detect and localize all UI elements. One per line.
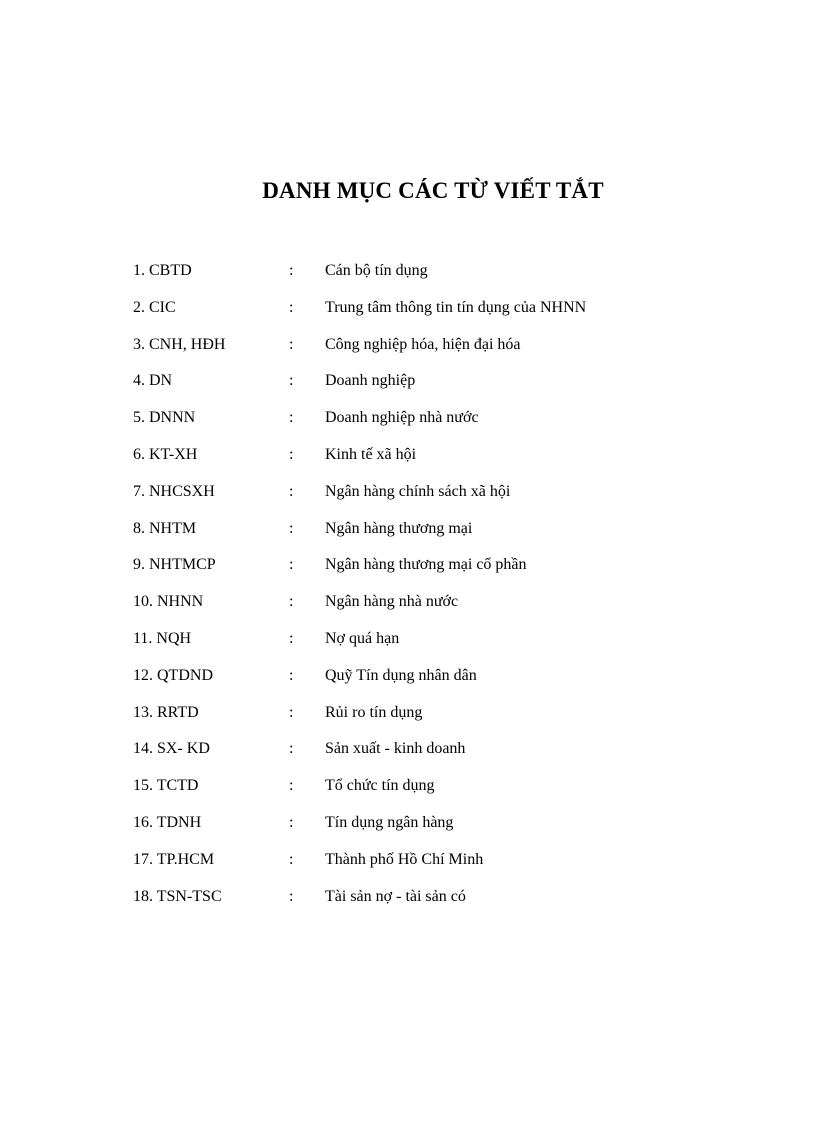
abbreviation-term: 3. CNH, HĐH	[133, 335, 226, 353]
separator-colon: :	[289, 666, 294, 684]
abbreviation-definition: Rủi ro tín dụng	[325, 703, 423, 721]
abbreviation-definition: Quỹ Tín dụng nhân dân	[325, 666, 477, 684]
abbreviation-term: 4. DN	[133, 372, 173, 390]
list-item	[133, 737, 753, 774]
list-item	[133, 811, 753, 848]
abbreviation-term: 15. TCTD	[133, 777, 199, 795]
separator-colon: :	[289, 298, 294, 316]
separator-colon: :	[289, 629, 294, 647]
separator-colon: :	[289, 593, 294, 611]
separator-colon: :	[289, 740, 294, 758]
list-item	[133, 848, 753, 885]
separator-colon: :	[289, 850, 294, 868]
abbreviation-definition: Nợ quá hạn	[325, 629, 400, 647]
abbreviation-term: 18. TSN-TSC	[133, 887, 222, 905]
separator-colon: :	[289, 372, 294, 390]
separator-colon: :	[289, 556, 294, 574]
list-item	[133, 701, 753, 738]
list-item	[133, 664, 753, 701]
abbreviation-term: 7. NHCSXH	[133, 482, 215, 500]
abbreviation-definition: Thành phố Hồ Chí Minh	[325, 850, 484, 868]
separator-colon: :	[289, 813, 294, 831]
abbreviation-term: 16. TDNH	[133, 813, 202, 831]
abbreviation-definition: Ngân hàng thương mại cổ phần	[325, 556, 527, 574]
abbreviation-term: 6. KT-XH	[133, 445, 198, 463]
list-item	[133, 443, 753, 480]
abbreviation-term: 11. NQH	[133, 629, 192, 647]
abbreviation-definition: Ngân hàng chính sách xã hội	[325, 482, 511, 500]
abbreviation-term: 12. QTDND	[133, 666, 213, 684]
separator-colon: :	[289, 262, 294, 279]
page-title: DANH MỤC CÁC TỪ VIẾT TẮT	[262, 178, 604, 203]
separator-colon: :	[289, 445, 294, 463]
separator-colon: :	[289, 409, 294, 427]
separator-colon: :	[289, 777, 294, 795]
abbreviation-definition: Ngân hàng thương mại	[325, 519, 473, 537]
abbreviation-definition: Trung tâm thông tin tín dụng của NHNN	[325, 298, 587, 316]
abbreviation-definition: Công nghiệp hóa, hiện đại hóa	[325, 335, 521, 353]
abbreviation-definition: Tài sản nợ - tài sản có	[325, 887, 466, 905]
list-item	[133, 553, 753, 590]
list-item	[133, 369, 753, 406]
list-item	[133, 480, 753, 517]
abbreviation-definition: Kinh tế xã hội	[325, 445, 417, 463]
list-item	[133, 259, 753, 296]
abbreviation-term: 2. CIC	[133, 298, 176, 316]
list-item	[133, 296, 753, 333]
separator-colon: :	[289, 703, 294, 721]
abbreviation-term: 5. DNNN	[133, 409, 196, 427]
abbreviation-term: 13. RRTD	[133, 703, 199, 721]
list-item	[133, 774, 753, 811]
abbreviation-term: 10. NHNN	[133, 593, 204, 611]
list-item	[133, 627, 753, 664]
list-item	[133, 406, 753, 443]
abbreviation-term: 9. NHTMCP	[133, 556, 216, 574]
separator-colon: :	[289, 482, 294, 500]
abbreviation-definition: Doanh nghiệp	[325, 372, 416, 390]
abbreviation-definition: Doanh nghiệp nhà nước	[325, 409, 479, 427]
abbreviation-definition: Tổ chức tín dụng	[325, 777, 435, 795]
abbreviation-definition: Tín dụng ngân hàng	[325, 813, 454, 831]
separator-colon: :	[289, 519, 294, 537]
abbreviation-term: 14. SX- KD	[133, 740, 210, 758]
abbreviation-term: 17. TP.HCM	[133, 850, 215, 868]
abbreviation-definition: Cán bộ tín dụng	[325, 262, 428, 279]
abbreviation-list	[133, 259, 753, 921]
abbreviation-term: 8. NHTM	[133, 519, 197, 537]
abbreviation-term: 1. CBTD	[133, 262, 192, 279]
abbreviation-definition: Sản xuất - kinh doanh	[325, 740, 466, 758]
list-item	[133, 333, 753, 370]
separator-colon: :	[289, 335, 294, 353]
abbreviation-definition: Ngân hàng nhà nước	[325, 593, 459, 611]
list-item	[133, 517, 753, 554]
list-item	[133, 590, 753, 627]
separator-colon: :	[289, 887, 294, 905]
list-item	[133, 885, 753, 922]
